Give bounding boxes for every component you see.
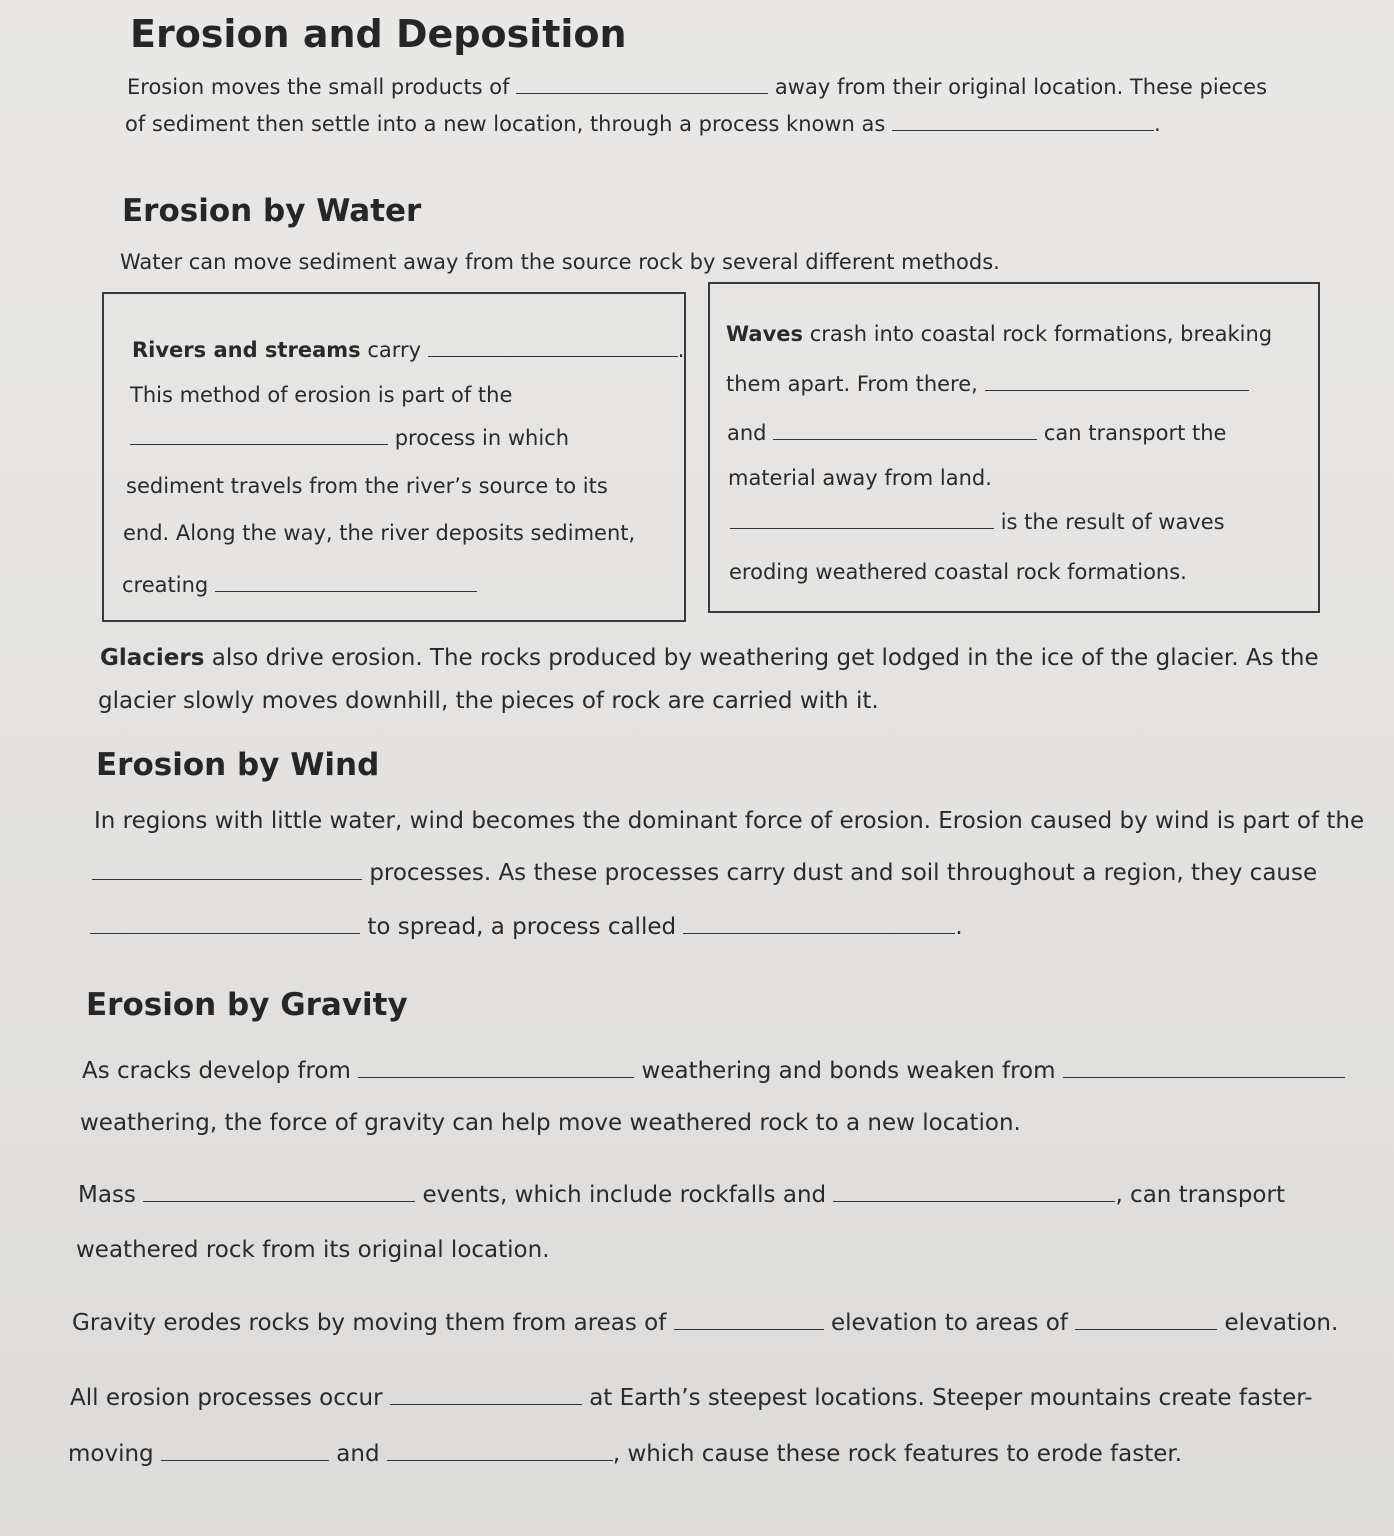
gravity-text: weathering and bonds weaken from	[641, 1058, 1056, 1084]
rivers-line-5: end. Along the way, the river deposits sediment,	[123, 521, 636, 545]
waves-line-3	[727, 421, 1226, 445]
glaciers-line-2: glacier slowly moves downhill, the pieces of rock are carried with it.	[98, 688, 879, 714]
gravity-p1-line-1	[82, 1058, 1345, 1084]
rivers-text: creating	[122, 573, 209, 597]
waves-text: and	[727, 421, 767, 445]
blank-gravity-occur[interactable]	[390, 1386, 582, 1405]
intro-line-2	[125, 112, 1161, 136]
intro-line-1	[127, 75, 1267, 99]
blank-waves-there[interactable]	[985, 372, 1249, 391]
blank-gravity-and[interactable]	[387, 1442, 613, 1461]
wind-line-1: In regions with little water, wind becomes the dominant force of erosion. Erosion caused by wind is part of the	[94, 808, 1365, 834]
gravity-text: As cracks develop from	[82, 1058, 351, 1084]
gravity-text: elevation to areas of	[830, 1310, 1068, 1336]
gravity-p3-line	[72, 1310, 1338, 1336]
intro-text: away from their original location. These pieces	[774, 75, 1268, 99]
wind-line-3	[90, 914, 963, 940]
blank-rivers-creating[interactable]	[215, 573, 477, 592]
glaciers-keyword: Glaciers	[100, 645, 205, 671]
gravity-text: and	[336, 1441, 380, 1467]
blank-waves-result[interactable]	[730, 510, 994, 529]
gravity-text: elevation.	[1224, 1310, 1339, 1336]
gravity-p4-line-2	[68, 1441, 1182, 1467]
page-title: Erosion and Deposition	[130, 12, 627, 56]
wind-text: processes. As these processes carry dust and soil throughout a region, they cause	[369, 860, 1318, 886]
blank-intro-1[interactable]	[516, 75, 768, 94]
waves-line-6: eroding weathered coastal rock formations.	[729, 560, 1187, 584]
waves-line-5	[730, 510, 1225, 534]
blank-intro-2[interactable]	[892, 112, 1154, 131]
gravity-text: Gravity erodes rocks by moving them from areas of	[72, 1310, 667, 1336]
waves-text: can transport the	[1043, 421, 1227, 445]
rivers-line-2: This method of erosion is part of the	[130, 383, 513, 407]
blank-gravity-rockfalls[interactable]	[833, 1183, 1115, 1202]
intro-text: of sediment then settle into a new location, through a process known as	[125, 112, 886, 136]
waves-keyword: Waves	[726, 322, 804, 346]
gravity-text: moving	[68, 1441, 154, 1467]
rivers-text: carry	[367, 338, 422, 362]
rivers-line-6	[122, 573, 477, 597]
gravity-text: , can transport	[1115, 1182, 1285, 1208]
blank-rivers-process[interactable]	[130, 426, 388, 445]
blank-rivers-carry[interactable]	[428, 338, 678, 357]
waves-text: is the result of waves	[1000, 510, 1225, 534]
blank-gravity-to[interactable]	[1075, 1311, 1217, 1330]
rivers-line-3	[130, 426, 569, 450]
gravity-text: at Earth’s steepest locations. Steeper mountains create faster-	[589, 1385, 1313, 1411]
blank-gravity-from[interactable]	[674, 1311, 824, 1330]
gravity-p2-line-1	[78, 1182, 1285, 1208]
blank-waves-and[interactable]	[773, 421, 1037, 440]
blank-wind-spread[interactable]	[90, 915, 360, 934]
gravity-text: Mass	[78, 1182, 136, 1208]
blank-gravity-mass[interactable]	[143, 1183, 415, 1202]
blank-gravity-bonds[interactable]	[1063, 1059, 1345, 1078]
waves-line-4: material away from land.	[728, 466, 992, 490]
gravity-p2-line-2: weathered rock from its original location.	[76, 1237, 550, 1263]
water-intro: Water can move sediment away from the source rock by several different methods.	[120, 250, 1000, 274]
rivers-text: process in which	[394, 426, 570, 450]
rivers-line-4: sediment travels from the river’s source to its	[126, 474, 608, 498]
wind-text: to spread, a process called	[367, 914, 677, 940]
glaciers-text: also drive erosion. The rocks produced by weathering get lodged in the ice of the glacier. As the	[211, 645, 1319, 671]
blank-wind-process[interactable]	[92, 861, 362, 880]
intro-text: Erosion moves the small products of	[127, 75, 510, 99]
gravity-p1-line-2: weathering, the force of gravity can help move weathered rock to a new location.	[80, 1110, 1021, 1136]
blank-gravity-cracks[interactable]	[358, 1059, 634, 1078]
blank-wind-called[interactable]	[683, 915, 955, 934]
wind-line-2	[92, 860, 1317, 886]
gravity-text: All erosion processes occur	[70, 1385, 383, 1411]
punct: .	[955, 914, 963, 940]
gravity-text: events, which include rockfalls and	[422, 1182, 827, 1208]
water-heading: Erosion by Water	[122, 193, 422, 229]
waves-text: crash into coastal rock formations, breaking	[809, 322, 1273, 346]
blank-gravity-moving[interactable]	[161, 1442, 329, 1461]
waves-line-2	[726, 372, 1249, 396]
rivers-keyword: Rivers and streams	[132, 338, 361, 362]
wind-heading: Erosion by Wind	[96, 747, 380, 783]
gravity-text: , which cause these rock features to erode faster.	[612, 1441, 1183, 1467]
gravity-p4-line-1	[70, 1385, 1313, 1411]
gravity-heading: Erosion by Gravity	[86, 987, 408, 1023]
punct: .	[677, 338, 685, 362]
glaciers-line-1	[100, 645, 1319, 671]
rivers-line-1	[132, 338, 684, 362]
waves-line-1	[726, 322, 1272, 346]
punct: .	[1154, 112, 1161, 136]
waves-text: them apart. From there,	[726, 372, 978, 396]
